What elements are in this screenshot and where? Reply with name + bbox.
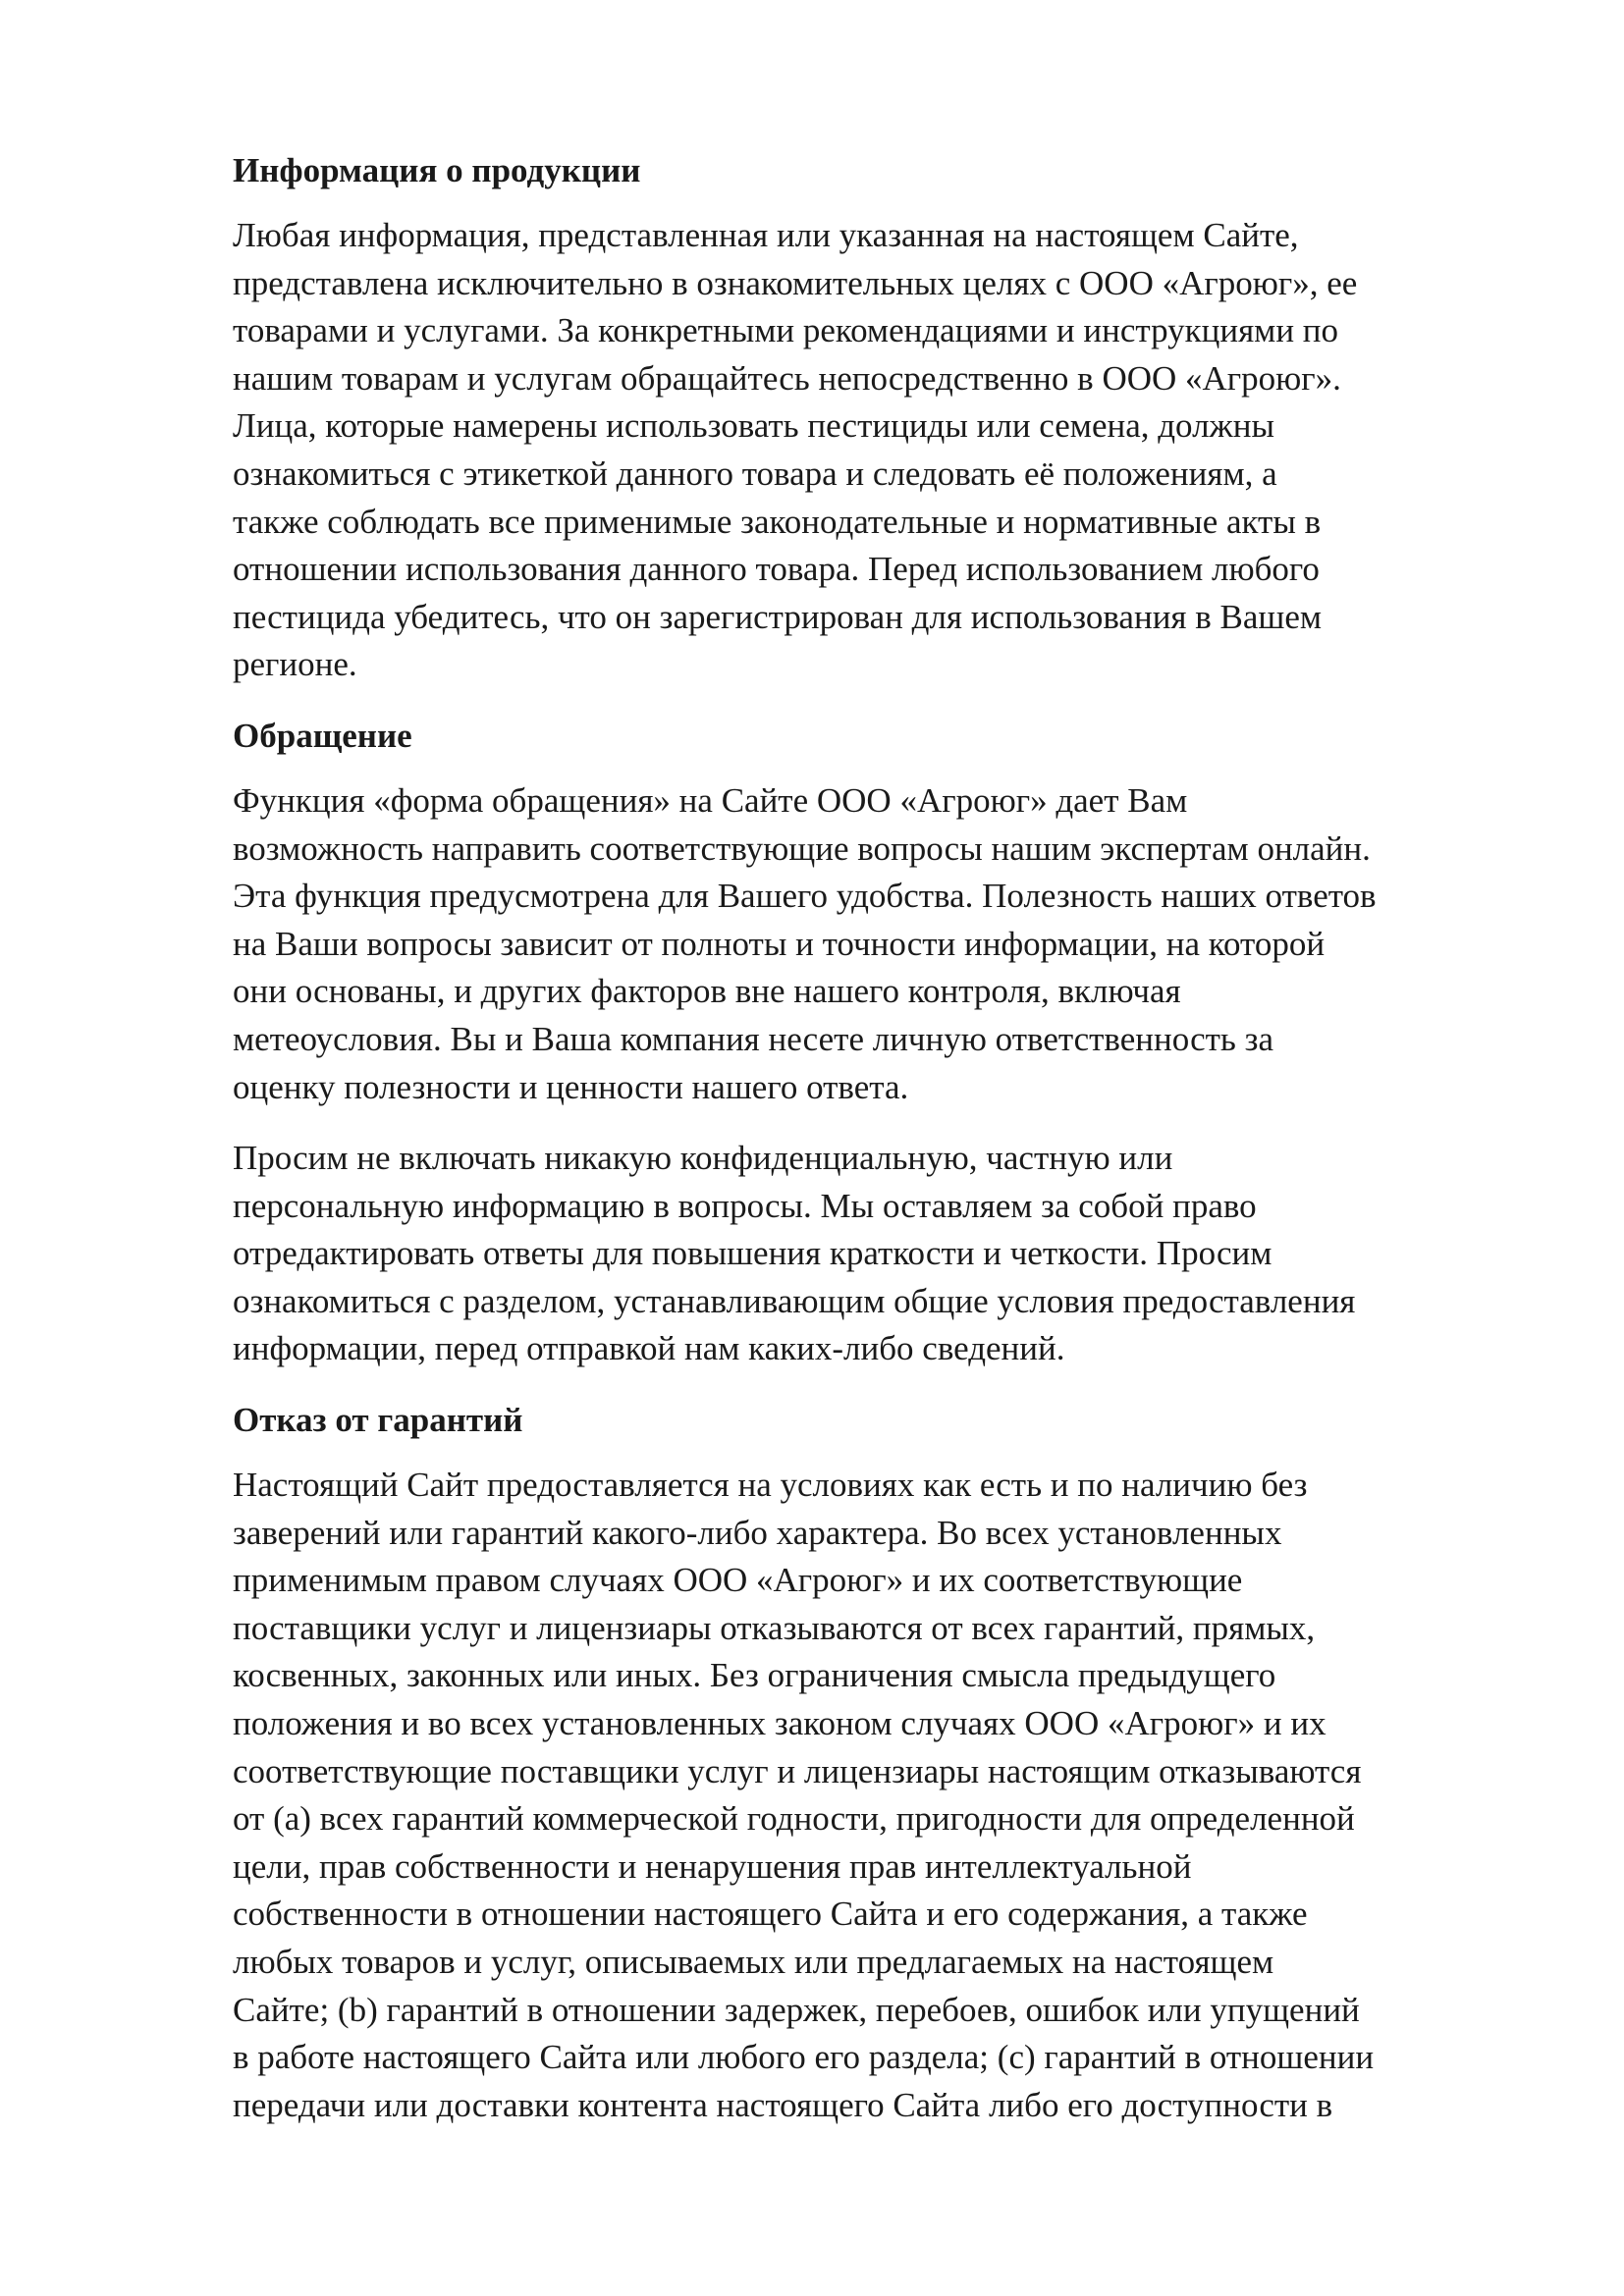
- text-line: ознакомиться с разделом, устанавливающим общие условия предоставления: [233, 1281, 1356, 1320]
- text-line: Настоящий Сайт предоставляется на условиях как есть и по наличию без: [233, 1466, 1308, 1505]
- text-line: применимым правом случаях ООО «Агроюг» и их соответствующие: [233, 1561, 1243, 1600]
- section-warranty-disclaimer: [233, 1397, 1529, 2129]
- text-line: информации, перед отправкой нам каких-либо сведений.: [233, 1329, 1065, 1368]
- section-inquiry: [233, 713, 1529, 1373]
- text-line: передачи или доставки контента настоящего Сайта либо его доступности в: [233, 2085, 1333, 2124]
- text-line: отредактировать ответы для повышения краткости и четкости. Просим: [233, 1234, 1272, 1273]
- paragraph: [233, 212, 1529, 689]
- text-line: пестицида убедитесь, что он зарегистрирован для использования в Вашем: [233, 597, 1323, 636]
- text-line: ознакомиться с этикеткой данного товара и следовать её положениям, а: [233, 454, 1277, 493]
- section-heading: Обращение: [233, 716, 412, 755]
- text-line: товарами и услугами. За конкретными рекомендациями и инструкциями по: [233, 311, 1339, 350]
- text-line: отношении использования данного товара. Перед использованием любого: [233, 550, 1320, 589]
- text-line: представлена исключительно в ознакомительных целях с ООО «Агроюг», ее: [233, 263, 1358, 302]
- text-line: Эта функция предусмотрена для Вашего удобства. Полезность наших ответов: [233, 877, 1377, 916]
- text-line: Функция «форма обращения» на Сайте ООО «Агроюг» дает Вам: [233, 780, 1188, 820]
- text-line: на Ваши вопросы зависит от полноты и точности информации, на которой: [233, 924, 1326, 963]
- paragraph: [233, 1462, 1529, 2129]
- text-line: регионе.: [233, 645, 357, 684]
- text-line: Сайте; (b) гарантий в отношении задержек, перебоев, ошибок или упущений: [233, 1990, 1360, 2029]
- text-line: любых товаров и услуг, описываемых или предлагаемых на настоящем: [233, 1943, 1274, 1981]
- text-line: персональную информацию в вопросы. Мы оставляем за собой право: [233, 1186, 1257, 1225]
- text-line: косвенных, законных или иных. Без ограничения смысла предыдущего: [233, 1656, 1276, 1695]
- text-line: собственности в отношении настоящего Сайта и его содержания, а также: [233, 1895, 1308, 1934]
- section-heading: Информация о продукции: [233, 151, 641, 189]
- text-line: также соблюдать все применимые законодательные и нормативные акты в: [233, 502, 1322, 541]
- text-line: соответствующие поставщики услуг и лицензиары настоящим отказываются: [233, 1751, 1362, 1790]
- paragraph: [233, 1135, 1529, 1373]
- text-line: нашим товарам и услугам обращайтесь непосредственно в ООО «Агроюг».: [233, 358, 1341, 398]
- section-product-info: [233, 147, 1529, 689]
- text-line: положения и во всех установленных законом случаях ООО «Агроюг» и их: [233, 1704, 1326, 1743]
- text-line: Лица, которые намерены использовать пестициды или семена, должны: [233, 406, 1274, 446]
- text-line: заверений или гарантий какого-либо характера. Во всех установленных: [233, 1513, 1282, 1552]
- document-page: [233, 147, 1529, 2153]
- text-line: цели, прав собственности и ненарушения прав интеллектуальной: [233, 1846, 1192, 1886]
- paragraph: [233, 777, 1529, 1111]
- text-line: метеоусловия. Вы и Ваша компания несете личную ответственность за: [233, 1019, 1273, 1058]
- text-line: Любая информация, представленная или указанная на настоящем Сайте,: [233, 216, 1299, 254]
- text-line: Просим не включать никакую конфиденциальную, частную или: [233, 1139, 1173, 1178]
- text-line: поставщики услуг и лицензиары отказываются от всех гарантий, прямых,: [233, 1608, 1316, 1647]
- text-line: от (a) всех гарантий коммерческой годности, пригодности для определенной: [233, 1799, 1355, 1839]
- section-heading: Отказ от гарантий: [233, 1401, 523, 1440]
- text-line: в работе настоящего Сайта или любого его раздела; (c) гарантий в отношении: [233, 2038, 1375, 2077]
- text-line: оценку полезности и ценности нашего ответа.: [233, 1067, 909, 1106]
- text-line: они основаны, и других факторов вне нашего контроля, включая: [233, 972, 1181, 1011]
- text-line: возможность направить соответствующие вопросы нашим экспертам онлайн.: [233, 828, 1371, 868]
